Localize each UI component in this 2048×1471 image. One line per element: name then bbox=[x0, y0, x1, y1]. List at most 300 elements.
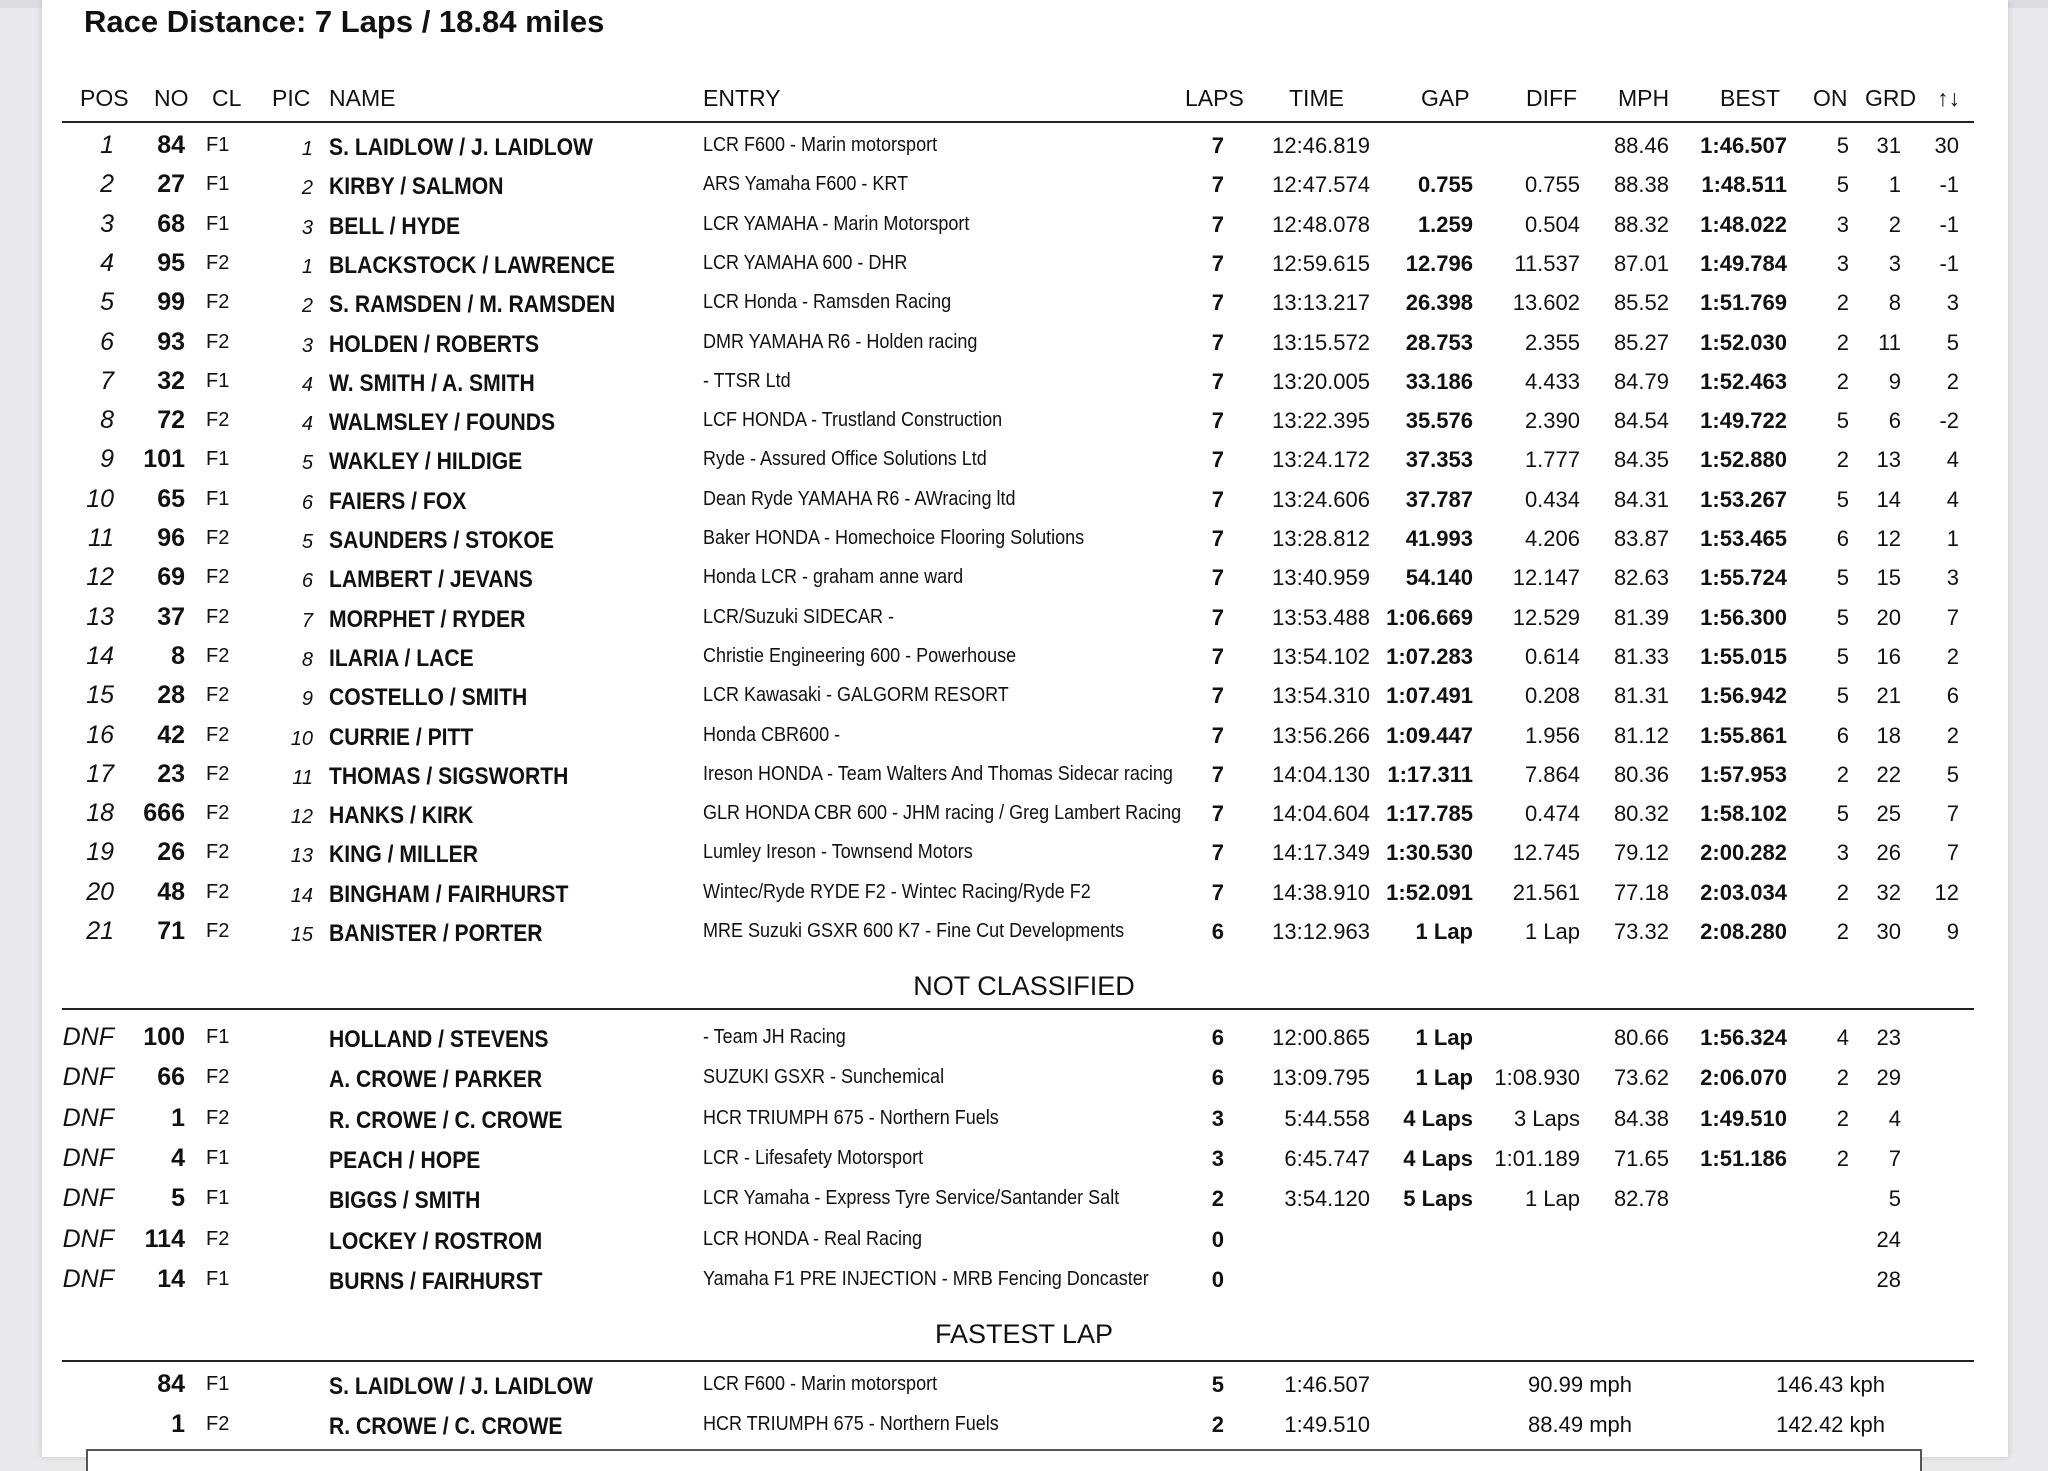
cell-cl: F2 bbox=[206, 527, 230, 549]
cell-no: 114 bbox=[144, 1224, 185, 1253]
cell-name: BANISTER / PORTER bbox=[329, 920, 543, 947]
cell-best: 2:06.070 bbox=[1700, 1065, 1787, 1091]
table-row bbox=[0, 1099, 2048, 1138]
fastest-kph: 146.43 kph bbox=[1776, 1372, 1885, 1397]
cell-on: 6 bbox=[1836, 526, 1849, 551]
cell-diff: 1.777 bbox=[1524, 447, 1580, 473]
cell-no: 42 bbox=[157, 720, 185, 749]
cell-cl: F2 bbox=[206, 802, 230, 825]
cell-laps: 0 bbox=[1211, 1226, 1224, 1252]
cell-chg: 2 bbox=[1946, 643, 1959, 669]
fastest-mph: 88.49 mph bbox=[1528, 1412, 1632, 1437]
cell-on: 5 bbox=[1836, 643, 1849, 669]
fastest-cl: F1 bbox=[206, 1373, 230, 1395]
cell-grd: 15 bbox=[1876, 565, 1901, 591]
cell-time: 13:15.572 bbox=[1272, 329, 1370, 355]
cell-entry: Ireson HONDA - Team Walters And Thomas Sidecar racing bbox=[703, 762, 1173, 785]
cell-on: 2 bbox=[1836, 329, 1849, 355]
cell-pos: 18 bbox=[86, 799, 114, 828]
cell-no: 99 bbox=[157, 288, 185, 317]
cell-grd: 25 bbox=[1876, 801, 1901, 827]
table-row bbox=[0, 716, 2048, 755]
cell-gap: 1:07.491 bbox=[1386, 683, 1473, 709]
header-rule bbox=[62, 121, 1974, 123]
cell-cl: F1 bbox=[206, 487, 230, 510]
cell-pic: 13 bbox=[290, 845, 313, 868]
cell-pos: DNF bbox=[62, 1184, 114, 1213]
cell-mph: 84.54 bbox=[1613, 408, 1669, 434]
cell-on: 2 bbox=[1836, 290, 1849, 316]
cell-name: FAIERS / FOX bbox=[329, 487, 467, 515]
cell-mph: 88.46 bbox=[1613, 133, 1669, 158]
cell-mph: 88.38 bbox=[1613, 172, 1669, 198]
table-row bbox=[0, 1260, 2048, 1299]
cell-diff: 1.956 bbox=[1524, 722, 1580, 748]
cell-cl: F2 bbox=[206, 723, 230, 746]
cell-gap: 1:06.669 bbox=[1386, 604, 1473, 630]
cell-chg: 4 bbox=[1946, 486, 1959, 512]
cell-gap: 1:30.530 bbox=[1386, 840, 1473, 866]
cell-grd: 9 bbox=[1888, 368, 1901, 394]
cell-pos: 3 bbox=[100, 209, 114, 238]
cell-name: BLACKSTOCK / LAWRENCE bbox=[329, 251, 615, 279]
cell-mph: 84.31 bbox=[1613, 486, 1669, 512]
cell-pic: 3 bbox=[301, 334, 313, 357]
cell-cl: F1 bbox=[206, 1267, 230, 1290]
cell-grd: 1 bbox=[1888, 172, 1901, 198]
cell-cl: F2 bbox=[206, 409, 230, 432]
cell-cl: F2 bbox=[206, 291, 230, 314]
cell-time: 13:12.963 bbox=[1272, 919, 1370, 944]
table-row bbox=[0, 1220, 2048, 1259]
cell-entry: - TTSR Ltd bbox=[703, 369, 791, 392]
cell-laps: 0 bbox=[1211, 1266, 1224, 1292]
cell-diff: 4.206 bbox=[1524, 526, 1580, 551]
cell-pic: 15 bbox=[290, 924, 313, 946]
cell-no: 71 bbox=[157, 917, 185, 945]
cell-name: CURRIE / PITT bbox=[329, 723, 474, 751]
cell-pic: 3 bbox=[301, 216, 313, 239]
cell-on: 4 bbox=[1836, 1025, 1849, 1050]
cell-entry: Christie Engineering 600 - Powerhouse bbox=[703, 644, 1017, 667]
cell-pos: 21 bbox=[86, 917, 114, 945]
cell-name: COSTELLO / SMITH bbox=[329, 684, 528, 712]
cell-pos: 4 bbox=[100, 248, 114, 277]
cell-name: HOLLAND / STEVENS bbox=[329, 1026, 549, 1053]
cell-laps: 7 bbox=[1211, 486, 1224, 512]
cell-diff: 3 Laps bbox=[1513, 1105, 1580, 1131]
cell-name: KING / MILLER bbox=[329, 841, 479, 869]
cell-name: BIGGS / SMITH bbox=[329, 1187, 481, 1215]
cell-grd: 14 bbox=[1876, 486, 1901, 512]
cell-grd: 4 bbox=[1888, 1105, 1901, 1131]
cell-pic: 1 bbox=[301, 255, 313, 278]
fastest-mph: 90.99 mph bbox=[1528, 1372, 1632, 1397]
cell-cl: F1 bbox=[206, 212, 230, 235]
cell-time: 12:00.865 bbox=[1272, 1025, 1370, 1050]
cell-pos: DNF bbox=[62, 1224, 114, 1253]
cell-entry: LCR Kawasaki - GALGORM RESORT bbox=[703, 684, 1009, 707]
fastest-cl: F2 bbox=[206, 1413, 230, 1435]
cell-laps: 2 bbox=[1211, 1186, 1224, 1212]
cell-mph: 81.39 bbox=[1613, 604, 1669, 630]
cell-laps: 7 bbox=[1211, 408, 1224, 434]
cell-name: SAUNDERS / STOKOE bbox=[329, 527, 554, 554]
cell-gap: 1:17.785 bbox=[1386, 801, 1473, 827]
cell-pic: 5 bbox=[301, 452, 313, 475]
cell-grd: 12 bbox=[1876, 526, 1901, 551]
cell-chg: 2 bbox=[1946, 722, 1959, 748]
table-row bbox=[0, 362, 2048, 401]
page-title: Race Distance: 7 Laps / 18.84 miles bbox=[84, 4, 605, 39]
cell-diff: 1:01.189 bbox=[1494, 1145, 1580, 1171]
table-row bbox=[0, 912, 2048, 951]
cell-diff: 2.390 bbox=[1524, 408, 1580, 434]
cell-entry: GLR HONDA CBR 600 - JHM racing / Greg Lambert Racing bbox=[703, 802, 1182, 825]
table-row bbox=[0, 480, 2048, 519]
header-diff: DIFF bbox=[1526, 85, 1578, 111]
header-laps: LAPS bbox=[1185, 85, 1244, 111]
cell-pic: 6 bbox=[301, 570, 313, 593]
cell-cl: F2 bbox=[206, 330, 230, 353]
cell-grd: 28 bbox=[1876, 1266, 1901, 1292]
cell-pos: DNF bbox=[62, 1143, 114, 1172]
cell-laps: 7 bbox=[1211, 447, 1224, 473]
cell-pic: 2 bbox=[301, 177, 313, 200]
cell-on: 5 bbox=[1836, 133, 1849, 158]
table-row bbox=[0, 1139, 2048, 1178]
cell-entry: LCR F600 - Marin motorsport bbox=[703, 134, 938, 156]
cell-no: 32 bbox=[157, 366, 185, 395]
cell-cl: F2 bbox=[206, 1227, 230, 1250]
cell-time: 3:54.120 bbox=[1284, 1186, 1370, 1212]
cell-no: 66 bbox=[157, 1063, 185, 1092]
cell-diff: 0.434 bbox=[1524, 486, 1580, 512]
cell-grd: 5 bbox=[1888, 1186, 1901, 1212]
header-best: BEST bbox=[1720, 85, 1781, 111]
cell-on: 5 bbox=[1836, 565, 1849, 591]
cell-no: 37 bbox=[157, 602, 185, 631]
cell-laps: 7 bbox=[1211, 172, 1224, 198]
table-row bbox=[0, 558, 2048, 597]
cell-grd: 21 bbox=[1876, 683, 1901, 709]
cell-on: 5 bbox=[1836, 683, 1849, 709]
table-row bbox=[0, 440, 2048, 479]
cell-laps: 7 bbox=[1211, 526, 1224, 551]
cell-pic: 4 bbox=[301, 373, 313, 396]
cell-entry: LCR YAMAHA 600 - DHR bbox=[703, 251, 908, 274]
cell-chg: 1 bbox=[1946, 526, 1959, 551]
cell-on: 5 bbox=[1836, 172, 1849, 198]
cell-cl: F2 bbox=[206, 1066, 230, 1089]
cell-time: 13:13.217 bbox=[1272, 290, 1370, 316]
cell-best: 1:56.942 bbox=[1700, 683, 1787, 709]
cell-mph: 84.35 bbox=[1613, 447, 1669, 473]
cell-no: 93 bbox=[157, 327, 185, 356]
table-row bbox=[0, 1018, 2048, 1057]
cell-cl: F2 bbox=[206, 684, 230, 707]
cell-chg: -1 bbox=[1939, 211, 1959, 237]
cell-name: HOLDEN / ROBERTS bbox=[329, 330, 540, 358]
table-row bbox=[0, 205, 2048, 244]
cell-pos: 6 bbox=[100, 327, 114, 356]
cell-entry: SUZUKI GSXR - Sunchemical bbox=[703, 1066, 945, 1089]
cell-cl: F1 bbox=[206, 448, 230, 471]
cell-gap: 4 Laps bbox=[1403, 1145, 1473, 1171]
cell-gap: 33.186 bbox=[1405, 368, 1473, 394]
fastest-lap: 2 bbox=[1211, 1412, 1224, 1437]
cell-laps: 7 bbox=[1211, 879, 1224, 905]
cell-grd: 30 bbox=[1876, 919, 1901, 944]
cell-best: 1:58.102 bbox=[1700, 801, 1787, 827]
cell-gap: 1 Lap bbox=[1415, 1065, 1473, 1091]
cell-no: 666 bbox=[143, 799, 185, 828]
cell-cl: F2 bbox=[206, 251, 230, 274]
cell-cl: F2 bbox=[206, 605, 230, 628]
cell-cl: F1 bbox=[206, 369, 230, 392]
header-name: NAME bbox=[329, 85, 396, 111]
cell-best: 2:00.282 bbox=[1700, 840, 1787, 866]
cell-mph: 84.38 bbox=[1613, 1105, 1669, 1131]
table-row bbox=[0, 755, 2048, 794]
cell-no: 8 bbox=[171, 641, 185, 670]
cell-cl: F2 bbox=[206, 1106, 230, 1129]
cell-gap: 41.993 bbox=[1405, 526, 1473, 551]
table-row bbox=[0, 598, 2048, 637]
cell-pos: 12 bbox=[86, 563, 114, 592]
cell-time: 13:20.005 bbox=[1272, 368, 1370, 394]
cell-no: 96 bbox=[157, 524, 185, 552]
table-row bbox=[0, 873, 2048, 912]
cell-mph: 87.01 bbox=[1613, 250, 1669, 276]
cell-best: 2:08.280 bbox=[1700, 919, 1787, 944]
cell-pos: DNF bbox=[62, 1023, 114, 1051]
cell-entry: Baker HONDA - Homechoice Flooring Solutions bbox=[703, 527, 1085, 549]
cell-grd: 23 bbox=[1876, 1025, 1901, 1050]
fastest-lap-row bbox=[0, 1365, 2048, 1404]
cell-pic: 6 bbox=[301, 491, 313, 514]
cell-gap: 12.796 bbox=[1405, 250, 1473, 276]
cell-no: 14 bbox=[157, 1264, 185, 1293]
header-time: TIME bbox=[1289, 85, 1344, 111]
cell-on: 2 bbox=[1836, 919, 1849, 944]
table-row bbox=[0, 1058, 2048, 1097]
table-row bbox=[0, 126, 2048, 165]
cell-pic: 14 bbox=[290, 884, 313, 907]
cell-gap: 26.398 bbox=[1405, 290, 1473, 316]
cell-gap: 1:07.283 bbox=[1386, 643, 1473, 669]
cell-diff: 7.864 bbox=[1524, 761, 1580, 787]
header-pic: PIC bbox=[272, 85, 311, 111]
cell-on: 2 bbox=[1836, 1145, 1849, 1171]
cell-gap: 37.787 bbox=[1405, 486, 1473, 512]
fastest-lap-heading: FASTEST LAP bbox=[934, 1319, 1114, 1349]
cell-chg: 4 bbox=[1946, 447, 1959, 473]
cell-pos: 19 bbox=[86, 838, 114, 867]
cell-laps: 7 bbox=[1211, 604, 1224, 630]
cell-entry: Wintec/Ryde RYDE F2 - Wintec Racing/Ryde F2 bbox=[703, 880, 1091, 903]
cell-time: 13:54.310 bbox=[1272, 683, 1370, 709]
cell-grd: 29 bbox=[1876, 1065, 1901, 1091]
cell-pos: 14 bbox=[86, 641, 114, 670]
cell-diff: 13.602 bbox=[1512, 290, 1580, 316]
cell-laps: 7 bbox=[1211, 250, 1224, 276]
cell-pos: 1 bbox=[100, 131, 114, 159]
cell-grd: 16 bbox=[1876, 643, 1901, 669]
cell-pos: 5 bbox=[100, 288, 114, 317]
cell-laps: 7 bbox=[1211, 683, 1224, 709]
cell-entry: Ryde - Assured Office Solutions Ltd bbox=[703, 448, 987, 471]
cell-diff: 0.474 bbox=[1524, 801, 1580, 827]
cell-best: 1:49.722 bbox=[1700, 408, 1787, 434]
cell-grd: 31 bbox=[1876, 133, 1901, 158]
cell-best: 1:55.861 bbox=[1700, 722, 1787, 748]
cell-time: 14:04.130 bbox=[1272, 761, 1370, 787]
header-entry: ENTRY bbox=[703, 85, 781, 111]
cell-pic: 9 bbox=[301, 688, 313, 711]
header-change: ↑↓ bbox=[1937, 85, 1960, 111]
table-row bbox=[0, 794, 2048, 833]
cell-name: LOCKEY / ROSTROM bbox=[329, 1227, 543, 1255]
cell-diff: 0.504 bbox=[1524, 211, 1580, 237]
cell-best: 1:52.030 bbox=[1700, 329, 1787, 355]
cell-pos: 9 bbox=[100, 445, 114, 474]
cell-laps: 6 bbox=[1211, 1065, 1224, 1091]
cell-pos: 8 bbox=[100, 406, 114, 435]
cell-name: HANKS / KIRK bbox=[329, 802, 474, 830]
cell-laps: 7 bbox=[1211, 801, 1224, 827]
cell-mph: 84.79 bbox=[1613, 368, 1669, 394]
cell-diff: 0.614 bbox=[1524, 643, 1580, 669]
cell-time: 13:24.606 bbox=[1272, 486, 1370, 512]
cell-pic: 7 bbox=[301, 609, 313, 632]
cell-pos: 20 bbox=[86, 877, 114, 906]
cell-no: 95 bbox=[157, 248, 185, 277]
table-row bbox=[0, 519, 2048, 558]
cell-time: 13:24.172 bbox=[1272, 447, 1370, 473]
cell-grd: 13 bbox=[1876, 447, 1901, 473]
header-grd: GRD bbox=[1865, 85, 1917, 111]
cell-mph: 80.36 bbox=[1613, 761, 1669, 787]
cell-time: 14:38.910 bbox=[1272, 879, 1370, 905]
cell-on: 3 bbox=[1836, 211, 1849, 237]
next-section-box bbox=[86, 1449, 1922, 1471]
cell-pic: 2 bbox=[301, 295, 313, 318]
table-row bbox=[0, 637, 2048, 676]
cell-cl: F2 bbox=[206, 762, 230, 785]
cell-diff: 12.529 bbox=[1512, 604, 1580, 630]
cell-chg: 3 bbox=[1946, 290, 1959, 316]
cell-on: 2 bbox=[1836, 1105, 1849, 1131]
cell-name: BINGHAM / FAIRHURST bbox=[329, 880, 569, 908]
cell-name: A. CROWE / PARKER bbox=[329, 1066, 543, 1094]
fastest-lap: 5 bbox=[1211, 1372, 1224, 1397]
cell-no: 26 bbox=[157, 838, 185, 867]
cell-entry: ARS Yamaha F600 - KRT bbox=[703, 173, 909, 196]
cell-name: S. LAIDLOW / J. LAIDLOW bbox=[329, 134, 593, 161]
cell-no: 101 bbox=[143, 445, 185, 474]
cell-gap: 1.259 bbox=[1417, 211, 1473, 237]
fastest-entry: LCR F600 - Marin motorsport bbox=[703, 1373, 938, 1395]
cell-time: 12:48.078 bbox=[1272, 211, 1370, 237]
cell-cl: F2 bbox=[206, 880, 230, 903]
cell-pos: 2 bbox=[100, 170, 114, 199]
cell-time: 13:22.395 bbox=[1272, 408, 1370, 434]
cell-time: 13:54.102 bbox=[1272, 643, 1370, 669]
fastest-kph: 142.42 kph bbox=[1776, 1412, 1885, 1437]
cell-no: 27 bbox=[157, 170, 185, 199]
cell-chg: 5 bbox=[1946, 329, 1959, 355]
cell-name: BELL / HYDE bbox=[329, 212, 461, 240]
cell-name: THOMAS / SIGSWORTH bbox=[329, 762, 569, 790]
cell-laps: 7 bbox=[1211, 840, 1224, 866]
cell-on: 2 bbox=[1836, 447, 1849, 473]
cell-name: R. CROWE / C. CROWE bbox=[329, 1106, 563, 1134]
cell-best: 1:53.267 bbox=[1700, 486, 1787, 512]
cell-entry: Lumley Ireson - Townsend Motors bbox=[703, 841, 973, 864]
table-row bbox=[0, 323, 2048, 362]
cell-entry: LCR Yamaha - Express Tyre Service/Santander Salt bbox=[703, 1187, 1120, 1210]
cell-entry: MRE Suzuki GSXR 600 K7 - Fine Cut Developments bbox=[703, 920, 1125, 942]
cell-on: 5 bbox=[1836, 801, 1849, 827]
cell-name: WAKLEY / HILDIGE bbox=[329, 448, 523, 476]
fastest-lap-rule bbox=[62, 1360, 1974, 1362]
cell-gap: 1 Lap bbox=[1415, 919, 1473, 944]
cell-chg: 2 bbox=[1946, 368, 1959, 394]
cell-name: BURNS / FAIRHURST bbox=[329, 1267, 543, 1295]
cell-cl: F2 bbox=[206, 841, 230, 864]
table-header bbox=[0, 79, 2048, 118]
cell-laps: 6 bbox=[1211, 1025, 1224, 1050]
cell-grd: 8 bbox=[1888, 290, 1901, 316]
cell-pos: 11 bbox=[88, 524, 114, 552]
cell-entry: LCR HONDA - Real Racing bbox=[703, 1227, 923, 1250]
cell-gap: 5 Laps bbox=[1403, 1186, 1473, 1212]
cell-mph: 81.31 bbox=[1613, 683, 1669, 709]
cell-grd: 26 bbox=[1876, 840, 1901, 866]
cell-diff: 2.355 bbox=[1524, 329, 1580, 355]
cell-mph: 71.65 bbox=[1613, 1145, 1669, 1171]
cell-mph: 79.12 bbox=[1613, 840, 1669, 866]
cell-name: PEACH / HOPE bbox=[329, 1146, 481, 1174]
cell-entry: HCR TRIUMPH 675 - Northern Fuels bbox=[703, 1106, 999, 1129]
cell-no: 48 bbox=[157, 877, 185, 906]
cell-mph: 80.32 bbox=[1613, 801, 1669, 827]
cell-on: 5 bbox=[1836, 486, 1849, 512]
cell-name: KIRBY / SALMON bbox=[329, 173, 504, 201]
cell-mph: 77.18 bbox=[1613, 879, 1669, 905]
cell-chg: 12 bbox=[1934, 879, 1959, 905]
cell-entry: LCR YAMAHA - Marin Motorsport bbox=[703, 212, 970, 235]
cell-name: MORPHET / RYDER bbox=[329, 605, 526, 633]
cell-best: 1:51.769 bbox=[1700, 290, 1787, 316]
cell-laps: 3 bbox=[1211, 1105, 1224, 1131]
cell-time: 13:28.812 bbox=[1272, 526, 1370, 551]
cell-diff: 0.755 bbox=[1524, 172, 1580, 198]
cell-gap: 28.753 bbox=[1405, 329, 1473, 355]
cell-pos: 7 bbox=[100, 366, 114, 395]
cell-chg: 5 bbox=[1946, 761, 1959, 787]
cell-best: 1:55.015 bbox=[1700, 643, 1787, 669]
cell-mph: 82.78 bbox=[1613, 1186, 1669, 1212]
cell-no: 4 bbox=[171, 1143, 185, 1172]
cell-on: 3 bbox=[1836, 840, 1849, 866]
cell-best: 1:57.953 bbox=[1700, 761, 1787, 787]
cell-laps: 7 bbox=[1211, 133, 1224, 158]
cell-chg: -1 bbox=[1939, 172, 1959, 198]
cell-best: 1:48.022 bbox=[1700, 211, 1787, 237]
cell-entry: - Team JH Racing bbox=[703, 1026, 846, 1048]
